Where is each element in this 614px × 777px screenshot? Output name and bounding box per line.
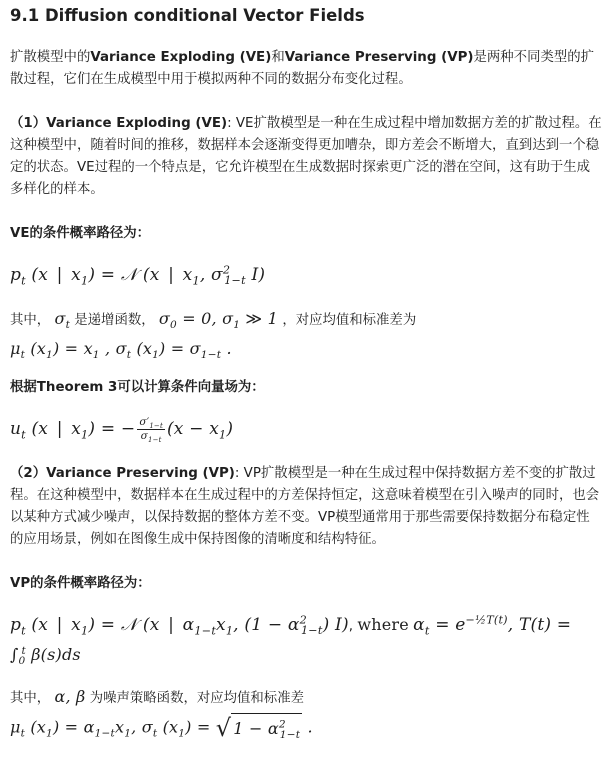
intro-paragraph (10, 47, 602, 91)
vp-prefix: （2） (10, 466, 47, 481)
vp-where-2: 为噪声策略函数，对应均值和标准差 (89, 691, 304, 706)
ve-desc-text: : VE扩散模型是一种在生成过程中增加数据方差的扩散过程。在这种模型中，随着时间的推移，数据样本会逐渐变得更加嘈杂，即方差会不断增大，直到达到一个稳定的状态。VE过程的一个特点是，它允许模型在生成数据时探索更广泛的潜在空间，这有助于生成多样化的样本。 (10, 116, 602, 197)
intro-text-2: 和 (271, 50, 285, 65)
vp-where-block: 其中， α, β 为噪声策略函数，对应均值和标准差 $\mu_t$ $(x_1) = \alpha_{1-t}x_1$, $\sigma_t$ $(x_1)$ = √ $1 - \alpha^2_{1-t}$ . (10, 683, 602, 743)
vp-name: Variance Preserving (VP) (46, 466, 235, 481)
ve-name: Variance Exploding (VE) (46, 116, 228, 131)
vp-where-word: where (357, 615, 409, 634)
ve-theorem-heading: 根据Theorem 3可以计算条件向量场为： (10, 380, 265, 395)
ve-path-equation: $p_t$ (x | $x_1$) = 𝒩 (x | $x_1$, $\sigma^2_{1-t}$ I) (10, 263, 266, 288)
vp-path-heading: VP的条件概率路径为： (10, 576, 151, 591)
page-title: 9.1 Diffusion conditional Vector Fields (10, 6, 365, 25)
ve-path-heading: VE的条件概率路径为： (10, 226, 151, 241)
intro-text-3: 是两种不同类型的扩散过程，它们在生成模型中用于模拟两种不同的数据分布变化过程。 (10, 50, 595, 87)
ve-vector-field-equation: $u_t$ (x | $x_1$) = − $\frac{\sigma'_{1-t}}{\sigma_{1-t}}$ $(x - x_1)$ (10, 416, 234, 445)
ve-mean-std: $\mu_t$ $(x_1) = x_1$ , $\sigma_t$ $(x_1) = \sigma_{1-t}$ . (10, 339, 232, 362)
ve-where-3: ，对应均值和标准差为 (282, 313, 417, 328)
intro-vp-term: Variance Preserving (VP) (284, 50, 474, 65)
vp-mean-std: $\mu_t$ $(x_1) = \alpha_{1-t}x_1$, $\sigma_t$ $(x_1)$ = √ $1 - \alpha^2_{1-t}$ . (10, 714, 313, 742)
vp-description (10, 463, 602, 551)
vp-where-1: 其中， (10, 691, 51, 706)
ve-where-block: 其中， $\sigma_t$ 是递增函数， $\sigma_0 = 0$, $\sigma_1$ ≫ 1 ，对应均值和标准差为 $\mu_t$ $(x_1) = x_1$ , $\sigma_t$ $(x_1) = \sigma_{1-t}$ . (10, 305, 602, 363)
vp-desc-text: : VP扩散模型是一种在生成过程中保持数据方差不变的扩散过程。在这种模型中，数据样本在生成过程中的方差保持恒定，这意味着模型在引入噪声的同时，也会以某种方式减少噪声，以保持数据的整体方差不变。VP模型通常用于那些需要保持数据分布稳定性的应用场景，例如在图像生成中保持图像的清晰度和结构特征。 (10, 466, 600, 547)
vp-path-equation: $p_t$ (x | $x_1$) = 𝒩 (x | $\alpha_{1-t}x_1$, $(1 - \alpha^2_{1-t})$ I), where $\alpha_t = e^{-\frac{1}{2}T(t)}$, T(t) = $\int_0^t$ β(s)ds (10, 611, 602, 669)
intro-ve-term: Variance Exploding (VE) (90, 50, 272, 65)
vp-integral: $\int_0^t$ β(s)ds (10, 644, 81, 668)
ve-where-1: 其中， (10, 313, 51, 328)
ve-prefix: （1） (10, 116, 47, 131)
ve-where-2: 是递增函数， (74, 313, 155, 328)
intro-text-1: 扩散模型中的 (10, 50, 91, 65)
ve-description (10, 113, 602, 201)
